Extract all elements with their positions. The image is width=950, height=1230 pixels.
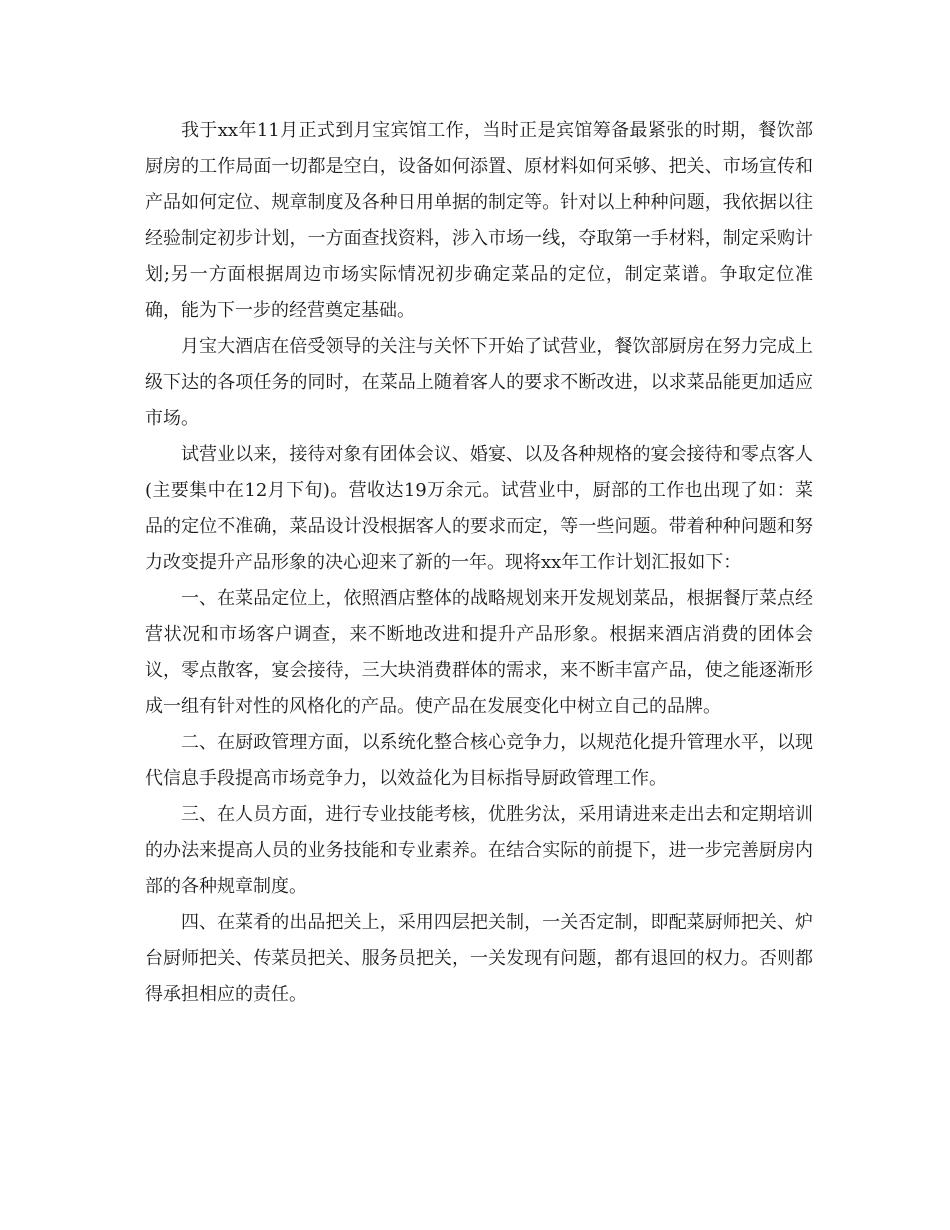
document-body	[145, 113, 813, 1013]
paragraph-5: 二、在厨政管理方面，以系统化整合核心竞争力，以规范化提升管理水平，以现代信息手段提高市场竞争力，以效益化为目标指导厨政管理工作。	[145, 732, 813, 789]
paragraph-4: 一、在菜品定位上，依照酒店整体的战略规划来开发规划菜品，根据餐厅菜点经营状况和市场客户调查，来不断地改进和提升产品形象。根据来酒店消费的团体会议，零点散客，宴会接待，三大块消费群体的需求，来不断丰富产品，使之能逐渐形成一组有针对性的风格化的产品。使产品在发展变化中树立自己的品牌。	[145, 588, 813, 717]
paragraph-7: 四、在菜肴的出品把关上，采用四层把关制，一关否定制，即配菜厨师把关、炉台厨师把关、传菜员把关、服务员把关，一关发现有问题，都有退回的权力。否则都得承担相应的责任。	[145, 912, 813, 1005]
paragraph-2: 月宝大酒店在倍受领导的关注与关怀下开始了试营业，餐饮部厨房在努力完成上级下达的各项任务的同时，在菜品上随着客人的要求不断改进，以求菜品能更加适应市场。	[145, 336, 813, 429]
paragraph-6: 三、在人员方面，进行专业技能考核，优胜劣汰，采用请进来走出去和定期培训的办法来提高人员的业务技能和专业素养。在结合实际的前提下，进一步完善厨房内部的各种规章制度。	[145, 804, 813, 897]
paragraph-3: 试营业以来，接待对象有团体会议、婚宴、以及各种规格的宴会接待和零点客人(主要集中在12月下旬)。营收达19万余元。试营业中，厨部的工作也出现了如：菜品的定位不准确，菜品设计没根据客人的要求而定，等一些问题。带着种种问题和努力改变提升产品形象的决心迎来了新的一年。现将xx年工作计划汇报如下：	[145, 444, 813, 573]
paragraph-1: 我于xx年11月正式到月宝宾馆工作，当时正是宾馆筹备最紧张的时期，餐饮部厨房的工作局面一切都是空白，设备如何添置、原材料如何采够、把关、市场宣传和产品如何定位、规章制度及各种日用单据的制定等。针对以上种种问题，我依据以往经验制定初步计划，一方面查找资料，涉入市场一线，夺取第一手材料，制定采购计划;另一方面根据周边市场实际情况初步确定菜品的定位，制定菜谱。争取定位准确，能为下一步的经营奠定基础。	[145, 120, 813, 321]
